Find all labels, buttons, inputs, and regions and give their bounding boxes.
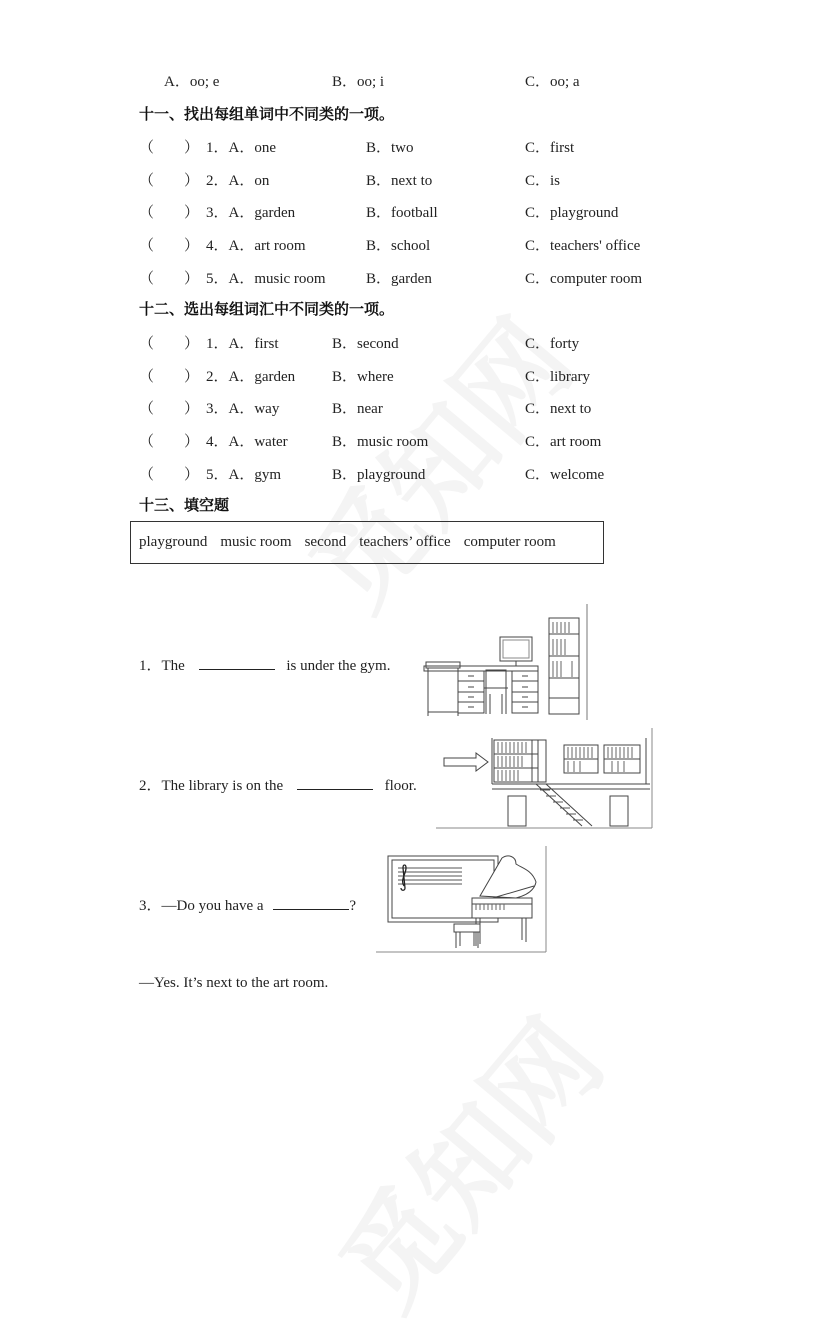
option-b: B．next to bbox=[366, 173, 433, 189]
option-b: B．football bbox=[366, 205, 438, 221]
option-c: C．welcome bbox=[525, 467, 605, 483]
answer-paren[interactable]: （ ） bbox=[139, 205, 200, 221]
word-bank-item: music room bbox=[220, 534, 292, 550]
answer-blank-3[interactable] bbox=[273, 894, 349, 910]
answer-paren[interactable]: （ ） bbox=[139, 434, 200, 450]
option-c: C．computer room bbox=[525, 271, 643, 287]
option-a: 5．A．music room bbox=[206, 271, 326, 287]
answer-paren[interactable]: （ ） bbox=[139, 140, 200, 156]
option-b: B．two bbox=[366, 140, 414, 156]
section12-title: 十二、选出每组词汇中不同类的一项。 bbox=[139, 300, 395, 318]
answer-paren[interactable]: （ ） bbox=[139, 336, 200, 352]
top-option-a: A．oo; e bbox=[164, 74, 220, 90]
answer-blank-2[interactable] bbox=[297, 774, 373, 790]
answer-paren[interactable]: （ ） bbox=[139, 173, 200, 189]
top-option-c: C．oo; a bbox=[525, 74, 580, 90]
question-2 bbox=[139, 774, 417, 795]
library-floor-picture bbox=[436, 728, 656, 832]
section13-title: 十三、填空题 bbox=[139, 496, 230, 514]
word-bank-item: playground bbox=[139, 534, 208, 550]
option-b: B．where bbox=[332, 369, 394, 385]
option-a: 2．A．on bbox=[206, 173, 270, 189]
option-b: B．near bbox=[332, 401, 383, 417]
option-b: B．music room bbox=[332, 434, 429, 450]
word-bank-item: teachers’ office bbox=[359, 534, 451, 550]
music-room-picture bbox=[376, 846, 550, 956]
answer-paren[interactable]: （ ） bbox=[139, 467, 200, 483]
option-c: C．playground bbox=[525, 205, 619, 221]
option-a: 4．A．water bbox=[206, 434, 288, 450]
option-a: 1．A．first bbox=[206, 336, 279, 352]
question-1-post: is under the gym. bbox=[286, 658, 391, 674]
question-2-pre: 2．The library is on the bbox=[139, 778, 284, 794]
question-2-post: floor. bbox=[384, 778, 417, 794]
answer-paren[interactable]: （ ） bbox=[139, 369, 200, 385]
top-option-b: B．oo; i bbox=[332, 74, 385, 90]
word-bank-item: computer room bbox=[463, 534, 556, 550]
option-b: B．second bbox=[332, 336, 399, 352]
option-c: C．art room bbox=[525, 434, 602, 450]
word-bank-item: second bbox=[304, 534, 347, 550]
option-c: C．teachers' office bbox=[525, 238, 641, 254]
question-3 bbox=[139, 894, 356, 915]
question-3-answer: —Yes. It’s next to the art room. bbox=[139, 975, 329, 991]
option-a: 5．A．gym bbox=[206, 467, 282, 483]
option-c: C．library bbox=[525, 369, 590, 385]
option-a: 3．A．way bbox=[206, 401, 280, 417]
option-b: B．playground bbox=[332, 467, 426, 483]
option-a: 3．A．garden bbox=[206, 205, 296, 221]
option-c: C．forty bbox=[525, 336, 580, 352]
answer-blank-1[interactable] bbox=[199, 654, 275, 670]
answer-paren[interactable]: （ ） bbox=[139, 401, 200, 417]
question-3-post: ? bbox=[349, 898, 356, 914]
section11-title: 十一、找出每组单词中不同类的一项。 bbox=[139, 105, 395, 123]
question-3-pre: 3．—Do you have a bbox=[139, 898, 264, 914]
option-c: C．next to bbox=[525, 401, 592, 417]
option-b: B．garden bbox=[366, 271, 432, 287]
option-a: 2．A．garden bbox=[206, 369, 296, 385]
question-1 bbox=[139, 654, 390, 675]
option-b: B．school bbox=[366, 238, 431, 254]
watermark-bottom bbox=[298, 982, 631, 1336]
answer-paren[interactable]: （ ） bbox=[139, 238, 200, 254]
office-desk-picture bbox=[422, 604, 590, 722]
answer-paren[interactable]: （ ） bbox=[139, 271, 200, 287]
word-bank bbox=[130, 521, 604, 564]
question-1-pre: 1．The bbox=[139, 658, 185, 674]
option-c: C．is bbox=[525, 173, 561, 189]
option-c: C．first bbox=[525, 140, 575, 156]
option-a: 1．A．one bbox=[206, 140, 276, 156]
option-a: 4．A．art room bbox=[206, 238, 306, 254]
